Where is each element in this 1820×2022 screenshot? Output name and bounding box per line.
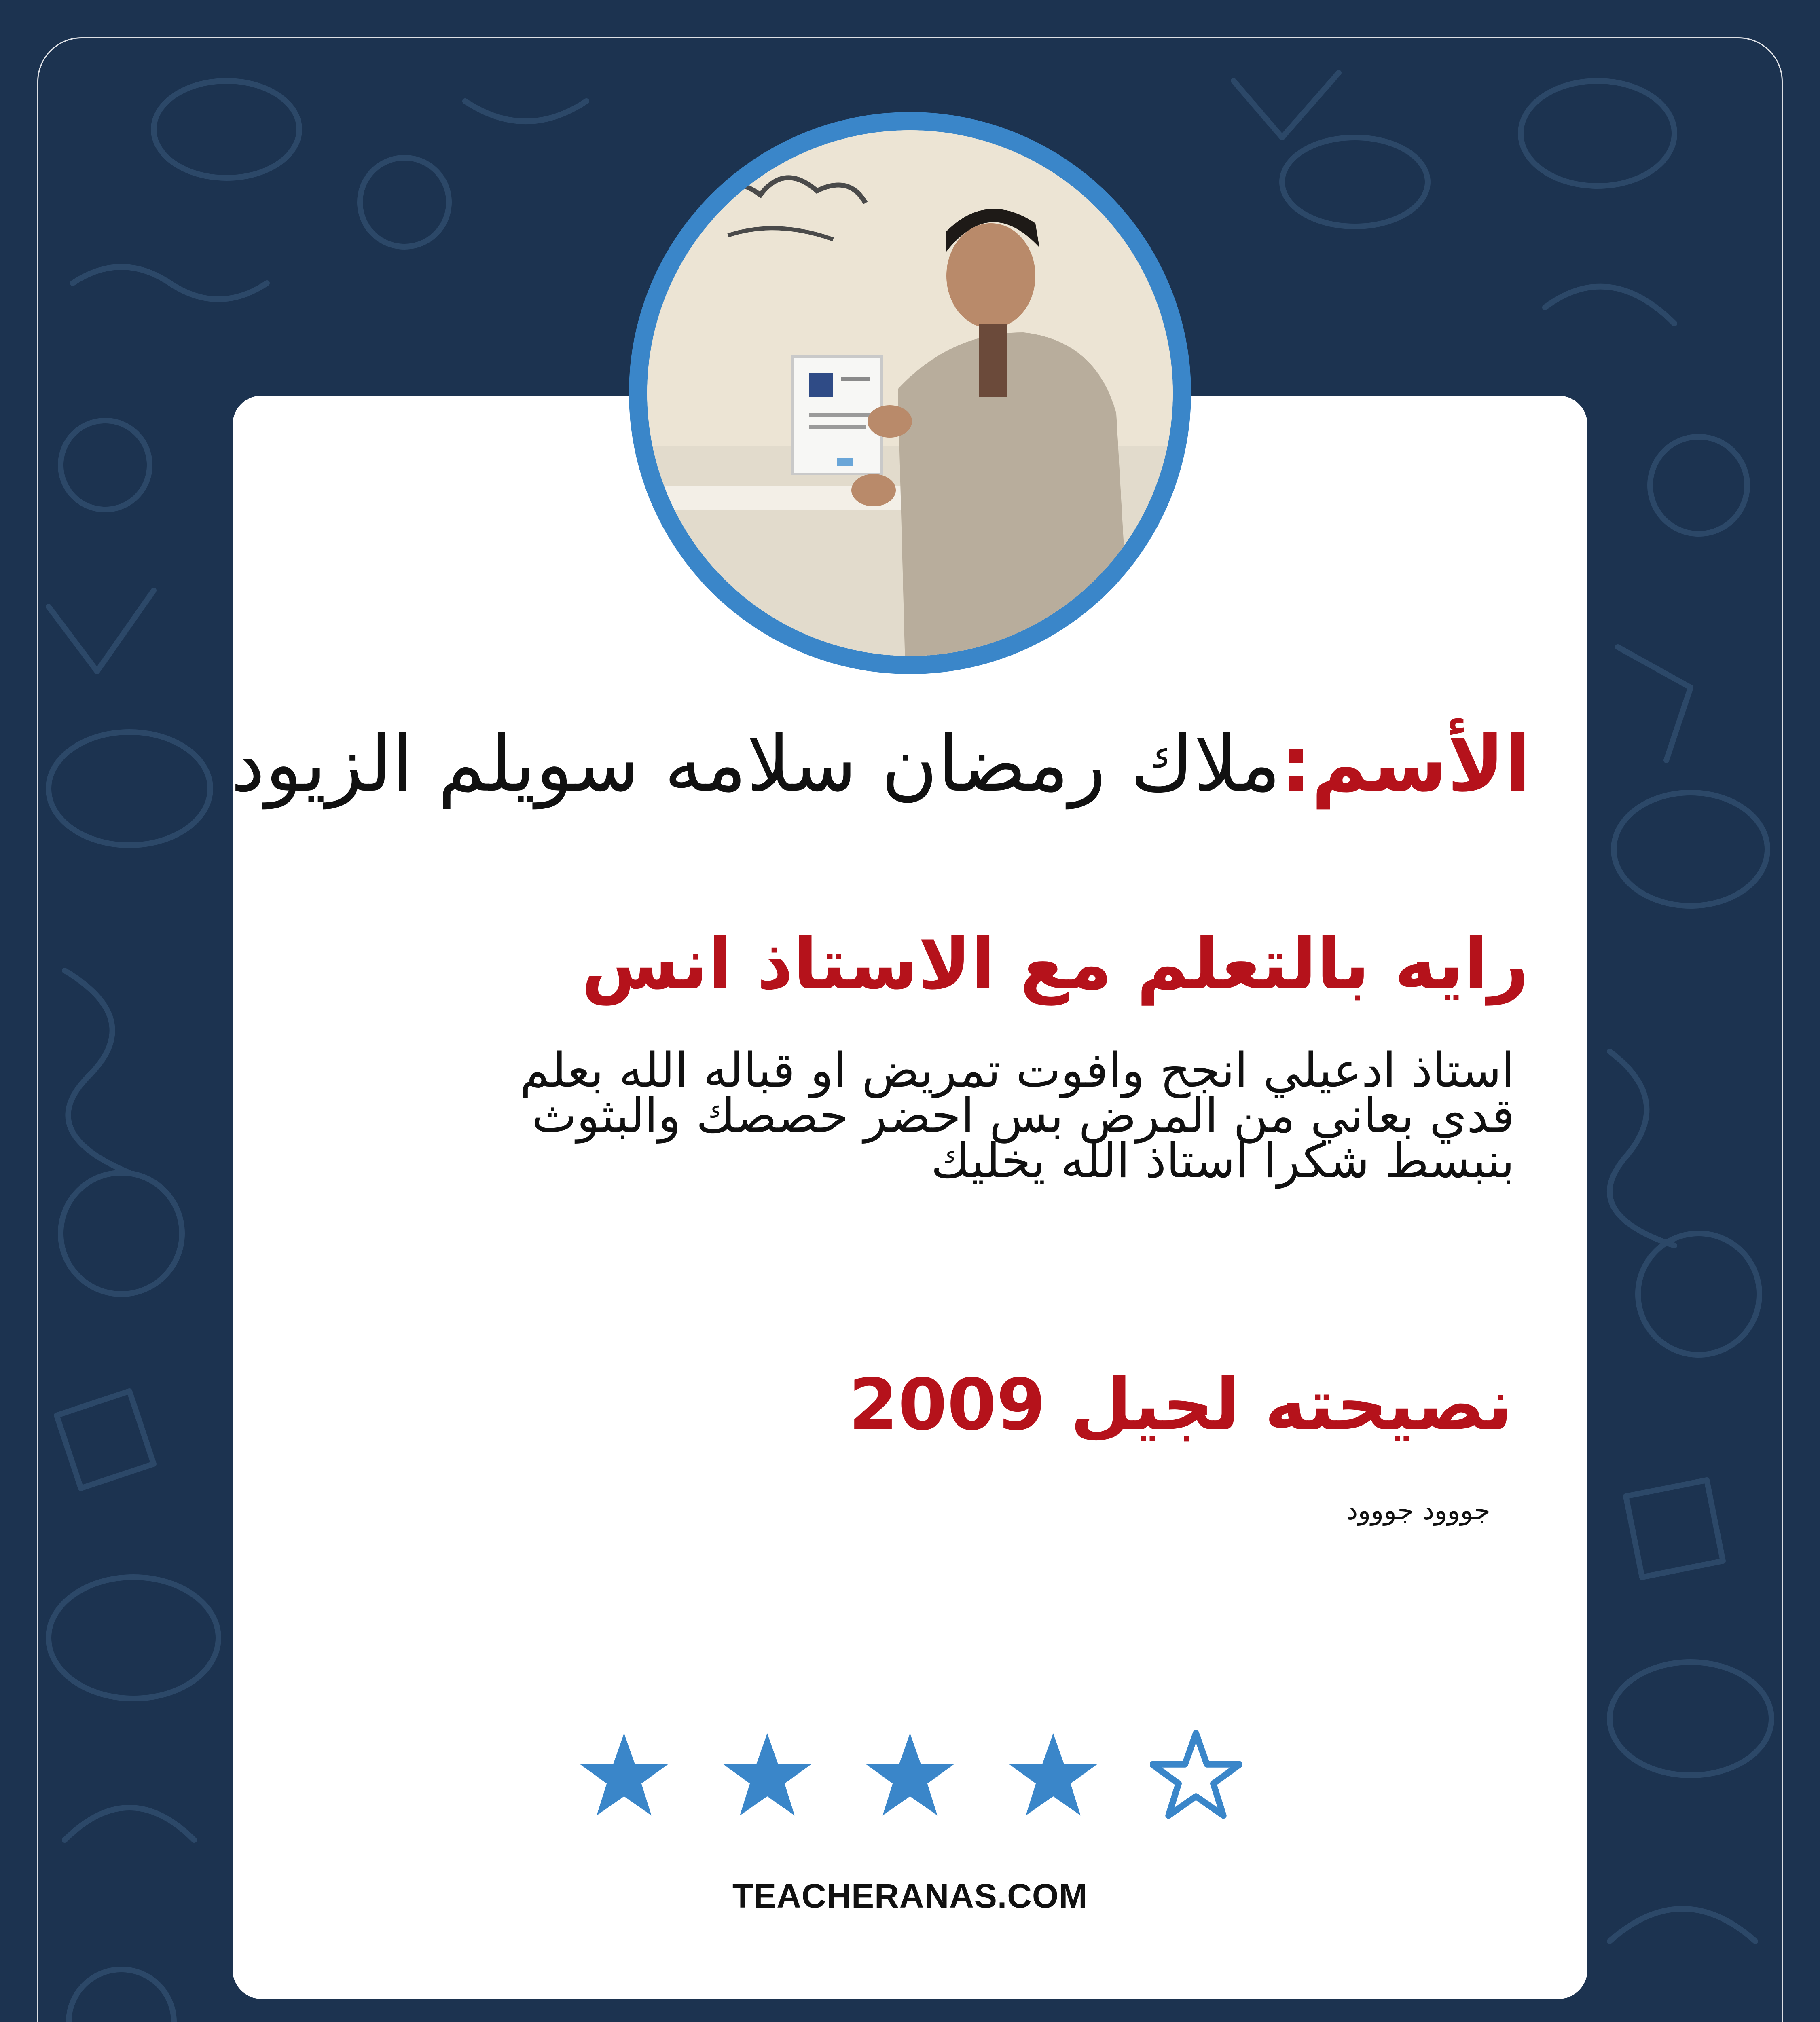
name-colon: : xyxy=(1280,719,1312,809)
opinion-heading: رايه بالتعلم مع الاستاذ انس xyxy=(581,923,1529,1005)
star-icon xyxy=(1150,1730,1242,1821)
person-holding-certificate-photo-icon xyxy=(647,130,1173,656)
opinion-line: قدي بعاني من المرض بس احضر حصصك والبثوث xyxy=(531,1087,1515,1143)
name-label: الأسم xyxy=(1311,719,1531,809)
advice-heading: نصيحته لجيل 2009 xyxy=(849,1364,1513,1446)
opinion-line: بنبسط شكرا استاذ الله يخليك xyxy=(931,1133,1515,1189)
star-icon xyxy=(578,1730,670,1821)
star-icon xyxy=(1007,1730,1099,1821)
avatar xyxy=(647,130,1173,656)
opinion-text xyxy=(382,1042,1515,1189)
star-icon xyxy=(722,1730,813,1821)
name-value: ملاك رمضان سلامه سويلم الزيود xyxy=(231,719,1281,809)
advice-text: جووود جووود xyxy=(1346,1495,1490,1526)
star-icon xyxy=(864,1730,956,1821)
opinion-line: استاذ ادعيلي انجح وافوت تمريض او قباله الله بعلم xyxy=(520,1042,1515,1098)
student-name xyxy=(231,716,1531,813)
website-footer: TEACHERANAS.COM xyxy=(732,1877,1088,1915)
star-rating xyxy=(578,1731,1242,1820)
